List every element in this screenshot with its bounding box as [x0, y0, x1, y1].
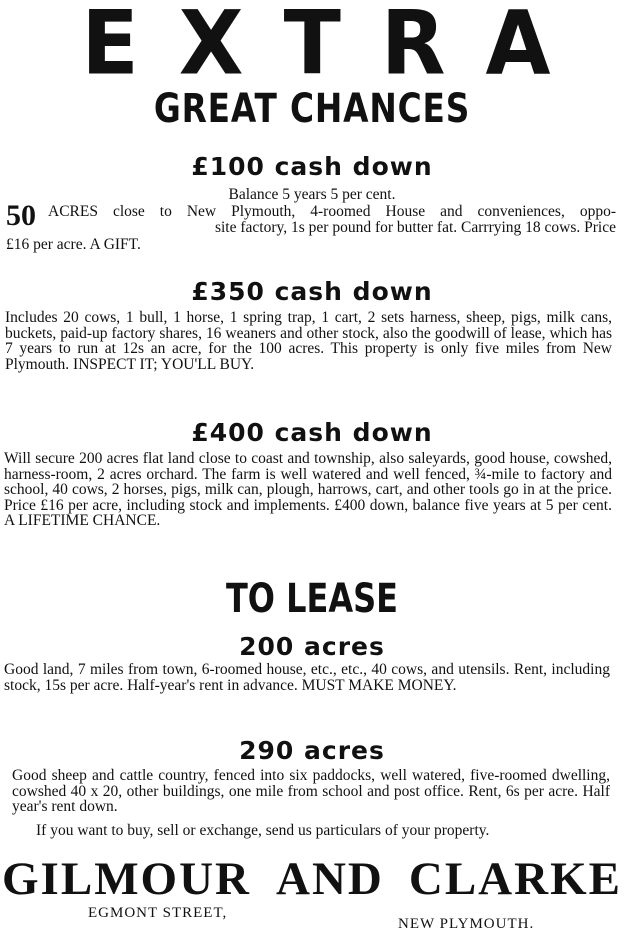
price-heading-100: £100 cash down [191, 152, 433, 181]
section2-text: Includes 20 cows, 1 bull, 1 horse, 1 spring trap, 1 cart, 2 sets harness, sheep, pigs, milk cans, buckets, paid-up factory shares, 16 weaners and other stock, also the goodwill of lease, which has 7 years to run at 12s an acre, for the 100 acres. This property is only five miles from New Plymouth. INSPECT IT; YOU'LL BUY. [5, 309, 612, 373]
headline-extra: EXTRA [81, 0, 591, 95]
address-town: NEW PLYMOUTH. [398, 916, 535, 932]
lease-offer-200-acres-text: Good land, 7 miles from town, 6-roomed house, etc., etc., 40 cows, and utensils. Rent, including stock, 15s per acre. Half-year's rent in advance. MUST MAKE MONEY. [4, 661, 610, 694]
section1-text-line3: £16 per acre. A GIFT. [6, 236, 141, 253]
balance-terms: Balance 5 years 5 per cent. [228, 186, 396, 203]
address-street: EGMONT STREET, [88, 905, 228, 921]
lease-offer-200-acres-title: 200 acres [239, 632, 385, 661]
headline-great-chances: GREAT CHANCES [153, 86, 471, 132]
price-heading-350: £350 cash down [191, 277, 433, 306]
lot-number: 50 [6, 199, 36, 232]
firm-name-part-and: AND [276, 853, 384, 905]
lease-offer-290-acres-text: Good sheep and cattle country, fenced into six paddocks, well watered, five-roomed dwelling, cowshed 40 x 20, other buildings, one mile from school and post office. Rent, 6s per acre. Half year's rent down. [12, 767, 610, 815]
to-lease-heading: TO LEASE [225, 576, 399, 622]
section3-text: Will secure 200 acres flat land close to coast and township, also saleyards, good house, cowshed, harness-room, 2 acres orchard. The farm is well watered and well fenced, ¾-mile to factory and school, 40 cows, 2 horses, pigs, milk can, plough, harrows, cart, and other tools go in at the price. Price £16 per acre, including stock and implements. £400 down, balance five years at 5 per cent. A LIFETIME CHANCE. [4, 450, 612, 529]
price-heading-400: £400 cash down [191, 418, 433, 447]
firm-name-part-clarke: CLARKE [408, 853, 622, 905]
lease-offer-290-acres-title: 290 acres [239, 736, 385, 765]
firm-name-part-gilmour: GILMOUR [2, 853, 251, 905]
closing-line: If you want to buy, sell or exchange, send us particulars of your property. [36, 822, 490, 839]
section1-text-line1: ACRES close to New Plymouth, 4-roomed House and conveniences, oppo- site factory, 1s per pound for butter fat. Carrrying 18 cows. Price [48, 203, 616, 236]
firm-name [2, 852, 622, 906]
